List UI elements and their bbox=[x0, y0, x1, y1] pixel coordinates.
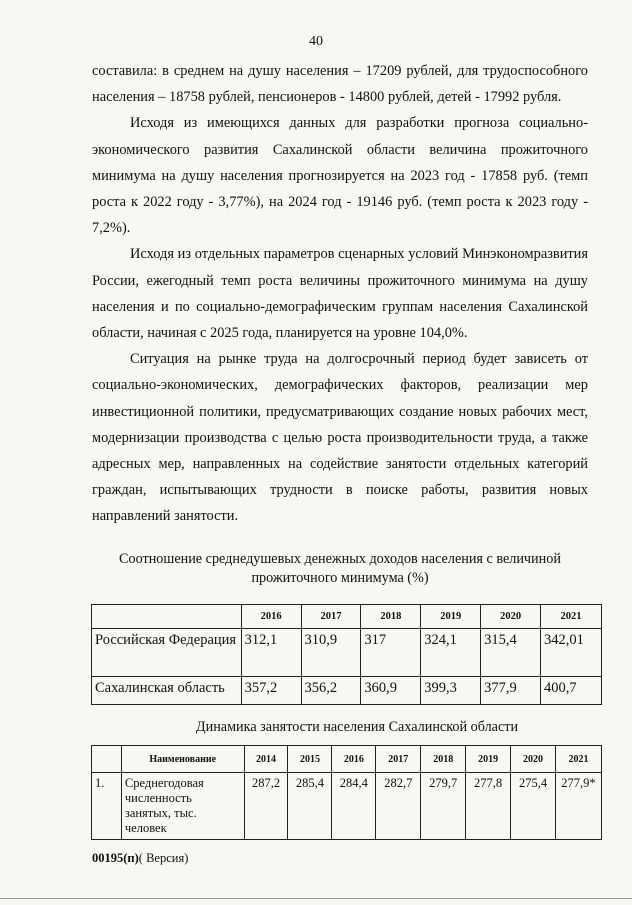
table-cell: 277,8 bbox=[466, 773, 511, 840]
table-header-cell: 2014 bbox=[244, 746, 288, 773]
table-header-row bbox=[92, 746, 602, 773]
income-ratio-table bbox=[91, 604, 602, 705]
paragraph: Ситуация на рынке труда на долгосрочный период будет зависеть от социально-экономических, демографических факторов, реализации мер инвестиционной политики, предусматривающих создание новых рабочих мест, модернизации производства с целью роста производительности труда, а также адресных мер, направленных на содействие занятости отдельных категорий граждан, испытывающих трудности в поиске работы, развития новых направлений занятости. bbox=[92, 351, 588, 525]
table-header-cell bbox=[92, 746, 122, 773]
table-caption: Динамика занятости населения Сахалинской области bbox=[195, 719, 519, 735]
table-cell: 277,9* bbox=[555, 773, 601, 840]
table-header-cell: 2021 bbox=[541, 605, 602, 629]
table-header-cell: 2018 bbox=[361, 605, 421, 629]
page-number: 40 bbox=[309, 34, 323, 49]
table-cell: 287,2 bbox=[244, 773, 288, 840]
table-row bbox=[92, 773, 602, 840]
table-header-row bbox=[92, 605, 602, 629]
row-number: 1. bbox=[92, 773, 122, 840]
table-cell: 324,1 bbox=[421, 629, 481, 677]
table-header-cell: 2017 bbox=[376, 746, 421, 773]
table-cell: 356,2 bbox=[301, 677, 361, 705]
employment-table bbox=[91, 745, 602, 840]
table-header-cell: 2019 bbox=[466, 746, 511, 773]
table-cell: 275,4 bbox=[511, 773, 556, 840]
table-header-cell: 2019 bbox=[421, 605, 481, 629]
row-label: Российская Федерация bbox=[92, 629, 242, 677]
version-label: ( Версия) bbox=[138, 851, 189, 865]
table-cell: 400,7 bbox=[541, 677, 602, 705]
body-text bbox=[92, 58, 588, 530]
table-header-cell: 2020 bbox=[511, 746, 556, 773]
table-cell: 317 bbox=[361, 629, 421, 677]
table-cell: 285,4 bbox=[288, 773, 332, 840]
table-row bbox=[92, 677, 602, 705]
table-cell: 357,2 bbox=[241, 677, 301, 705]
row-label: Сахалинская область bbox=[92, 677, 242, 705]
table-cell: 360,9 bbox=[361, 677, 421, 705]
table-header-cell: 2020 bbox=[481, 605, 541, 629]
table-header-cell: 2018 bbox=[421, 746, 466, 773]
table-header-cell: 2015 bbox=[288, 746, 332, 773]
table-cell: 282,7 bbox=[376, 773, 421, 840]
document-code: 00195(п) bbox=[92, 851, 139, 865]
table-header-cell: 2016 bbox=[332, 746, 376, 773]
table-caption: Соотношение среднедушевых денежных доходов населения с величиной прожиточного минимума (%) bbox=[119, 551, 561, 586]
table-cell: 377,9 bbox=[481, 677, 541, 705]
table-header-cell: 2021 bbox=[555, 746, 601, 773]
table-cell: 279,7 bbox=[421, 773, 466, 840]
paragraph: Исходя из отдельных параметров сценарных условий Минэкономразвития России, ежегодный темп роста величины прожиточного минимума на душу населения и по социально-демографическим группам населения Сахалинской области, начиная с 2025 года, планируется на уровне 104,0%. bbox=[92, 246, 588, 342]
table-header-cell: 2016 bbox=[241, 605, 301, 629]
table-cell: 310,9 bbox=[301, 629, 361, 677]
table-header-cell: 2017 bbox=[301, 605, 361, 629]
row-label: Среднегодовая численность занятых, тыс. человек bbox=[121, 773, 244, 840]
table-cell: 399,3 bbox=[421, 677, 481, 705]
table-cell: 342,01 bbox=[541, 629, 602, 677]
paragraph: Исходя из имеющихся данных для разработки прогноза социально-экономического развития Сахалинской области величина прожиточного минимума на душу населения прогнозируется на 2023 год - 17858 руб. (темп роста к 2022 году - 3,77%), на 2024 год - 19146 руб. (темп роста к 2023 году - 7,2%). bbox=[92, 115, 588, 237]
table-header-cell: Наименование bbox=[121, 746, 244, 773]
table-header-cell bbox=[92, 605, 242, 629]
paragraph: составила: в среднем на душу населения – 17209 рублей, для трудоспособного населения – 18758 рублей, пенсионеров - 14800 рублей, детей - 17992 рубля. bbox=[92, 63, 588, 106]
table-row bbox=[92, 629, 602, 677]
table-cell: 312,1 bbox=[241, 629, 301, 677]
table-cell: 284,4 bbox=[332, 773, 376, 840]
table-cell: 315,4 bbox=[481, 629, 541, 677]
page-edge-divider bbox=[0, 898, 632, 899]
footer bbox=[92, 851, 188, 866]
